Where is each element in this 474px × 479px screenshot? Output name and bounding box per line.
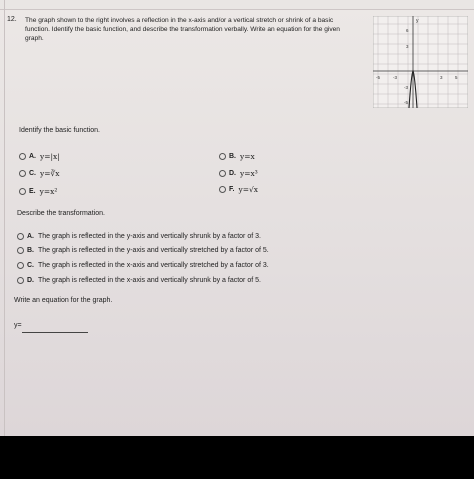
transform-option-d[interactable]: D. The graph is reflected in the x-axis and vertically shrunk by a factor of 5. <box>17 277 261 284</box>
radio-button[interactable] <box>17 277 24 284</box>
x-tick: 3 <box>440 75 443 80</box>
y-tick: -3 <box>404 85 409 90</box>
basic-fn-option-e[interactable]: E. y=x² <box>19 187 57 196</box>
question-number: 12. <box>7 16 17 23</box>
bottom-bar <box>0 436 474 479</box>
transform-option-a[interactable]: A. The graph is reflected in the y-axis and vertically shrunk by a factor of 3. <box>17 233 261 240</box>
transform-option-b[interactable]: B. The graph is reflected in the y-axis and vertically stretched by a factor of 5. <box>17 247 269 254</box>
function-graph <box>373 16 468 108</box>
x-tick: -3 <box>393 75 398 80</box>
radio-button[interactable] <box>219 186 226 193</box>
radio-button[interactable] <box>19 170 26 177</box>
answer-prefix: y= <box>14 322 22 329</box>
basic-fn-option-c[interactable]: C. y=∛x <box>19 169 60 178</box>
radio-button[interactable] <box>219 153 226 160</box>
basic-fn-option-d[interactable]: D. y=x³ <box>219 169 258 178</box>
radio-button[interactable] <box>19 153 26 160</box>
y-tick: 3 <box>406 44 409 49</box>
y-tick: -5 <box>404 100 409 105</box>
basic-fn-option-f[interactable]: F. y=√x <box>219 185 258 194</box>
radio-button[interactable] <box>17 233 24 240</box>
part1-label: Identify the basic function. <box>19 127 100 134</box>
radio-button[interactable] <box>17 247 24 254</box>
radio-button[interactable] <box>19 188 26 195</box>
answer-input[interactable] <box>22 332 88 333</box>
radio-button[interactable] <box>17 262 24 269</box>
divider <box>0 9 474 10</box>
basic-fn-option-a[interactable]: A. y=|x| <box>19 152 60 161</box>
x-tick: 5 <box>455 75 458 80</box>
question-prompt: The graph shown to the right involves a reflection in the x-axis and/or a vertical stretch or shrink of a basic function. Identify the basic function, and describe the transformation verbally. Write an equation for the given graph. <box>25 17 340 42</box>
part3-label: Write an equation for the graph. <box>14 297 113 304</box>
header-strip <box>0 0 474 9</box>
part2-label: Describe the transformation. <box>17 210 105 217</box>
transform-option-c[interactable]: C. The graph is reflected in the x-axis and vertically stretched by a factor of 3. <box>17 262 269 269</box>
radio-button[interactable] <box>219 170 226 177</box>
x-tick: -5 <box>376 75 381 80</box>
y-tick: 6 <box>406 28 409 33</box>
margin-line <box>4 0 5 436</box>
basic-fn-option-b[interactable]: B. y=x <box>219 152 255 161</box>
y-axis-label: y <box>416 18 419 24</box>
